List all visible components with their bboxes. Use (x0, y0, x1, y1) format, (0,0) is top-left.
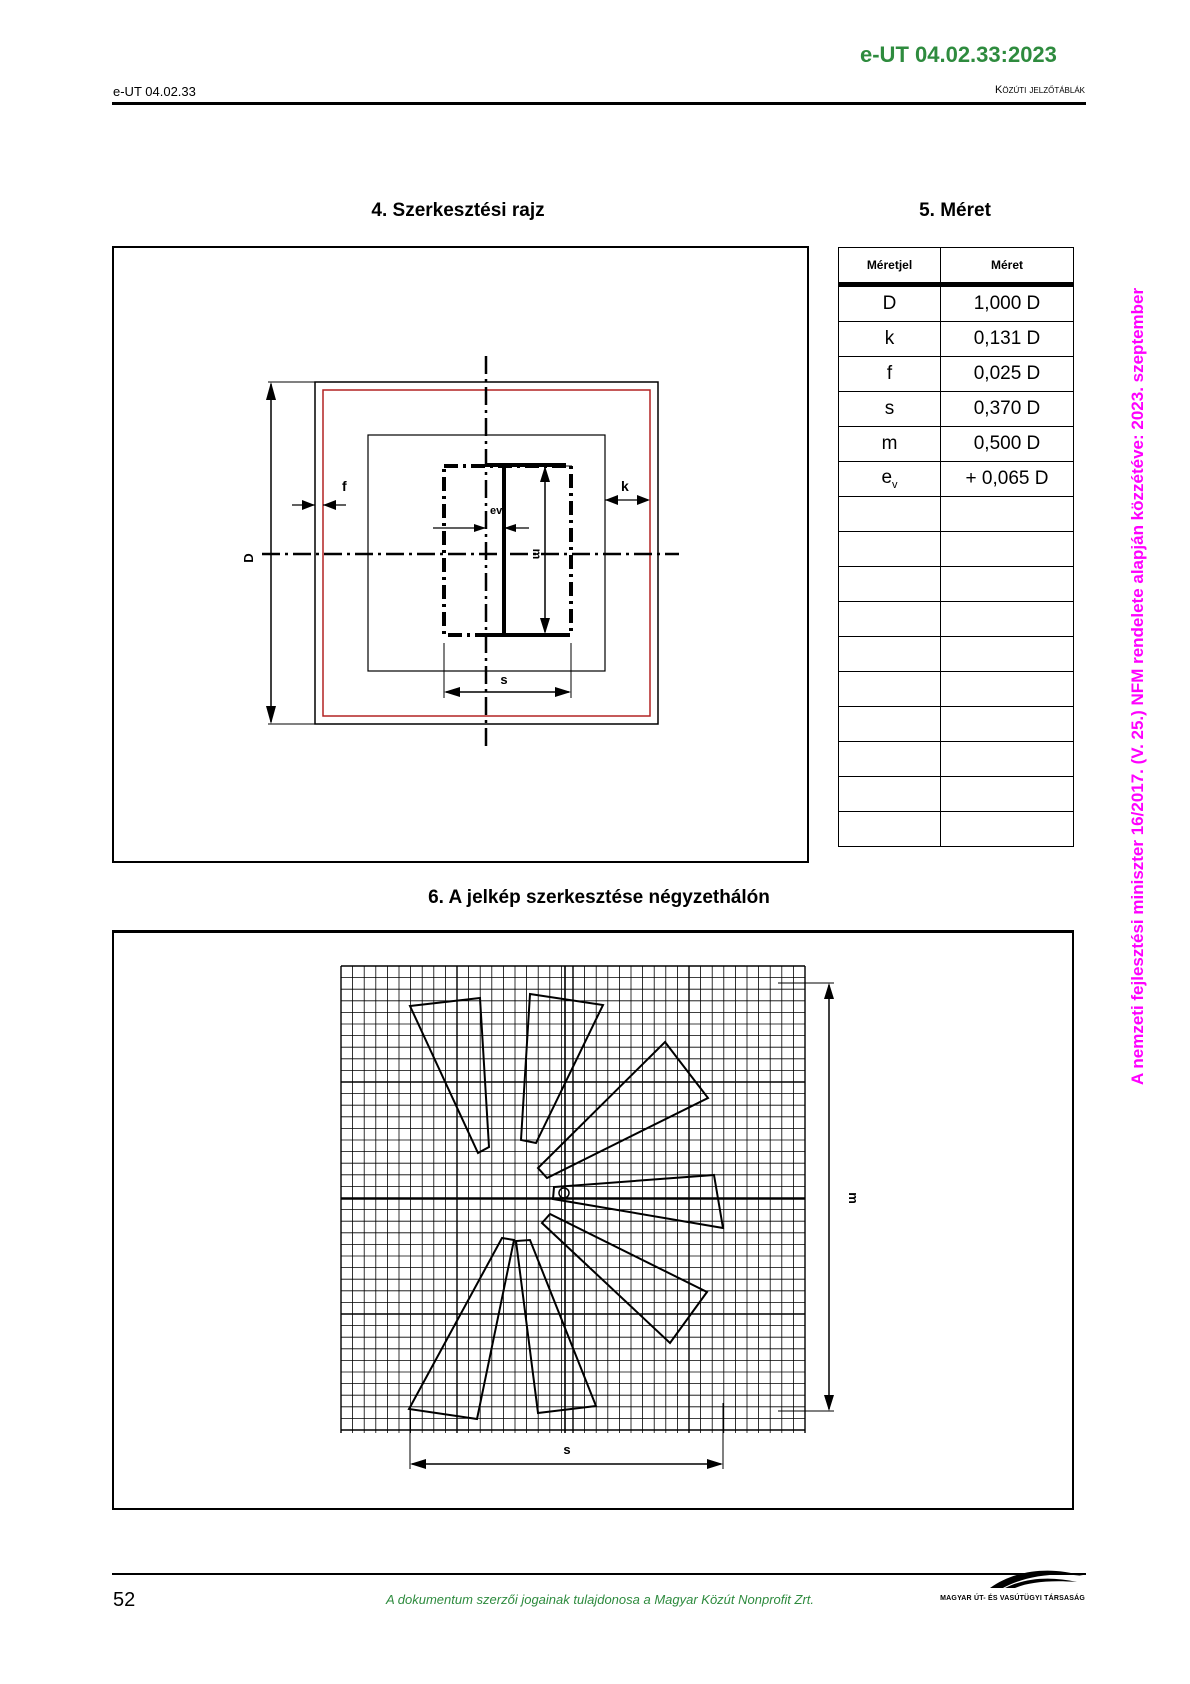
table-row (839, 427, 1074, 462)
dimension-s-label: s (500, 672, 508, 687)
org-logo (985, 1568, 1085, 1595)
grid-dimension-s-label: s (563, 1442, 571, 1457)
table-row-empty (839, 707, 1074, 742)
header-right: Közúti jelzőtáblák (995, 84, 1085, 96)
table-header-size: Méret (941, 248, 1074, 285)
petal-5 (542, 1214, 707, 1343)
size-value: 0,131 D (941, 322, 1074, 357)
publication-note (1128, 165, 1158, 1085)
petal-2 (521, 994, 603, 1143)
symbol-center-mark (559, 1188, 569, 1198)
table-row-empty (839, 567, 1074, 602)
dimension-f-label: f (342, 478, 347, 494)
table-row-empty (839, 637, 1074, 672)
size-value: 0,370 D (941, 392, 1074, 427)
table-row-empty (839, 812, 1074, 847)
table-row-empty (839, 672, 1074, 707)
document-code: e-UT 04.02.33:2023 (860, 42, 1057, 67)
table-header-symbol: Méretjel (839, 248, 941, 285)
symbol-petals (409, 994, 723, 1419)
petal-6 (516, 1240, 596, 1413)
construction-drawing-svg (114, 248, 807, 861)
table-row-empty (839, 602, 1074, 637)
header-rule (112, 102, 1086, 105)
table-row (839, 322, 1074, 357)
grid-construction (112, 930, 1074, 1510)
page-number: 52 (113, 1589, 136, 1611)
table-row-empty (839, 497, 1074, 532)
size-value: 0,500 D (941, 427, 1074, 462)
dimension-k-label: k (621, 478, 629, 494)
size-symbol: D (839, 285, 941, 322)
petal-4 (553, 1175, 723, 1228)
table-row-empty (839, 532, 1074, 567)
size-symbol: $e_v$ (839, 462, 941, 497)
size-value: 0,025 D (941, 357, 1074, 392)
drawing-title: 4. Szerkesztési rajz (371, 200, 545, 221)
org-name: MAGYAR ÚT- ÉS VASÚTÜGYI TÁRSASÁG (940, 1595, 1085, 1602)
petal-7 (409, 1238, 514, 1419)
size-symbol: s (839, 392, 941, 427)
header-left: e-UT 04.02.33 (113, 84, 196, 99)
footer-rule (112, 1573, 1086, 1575)
square-grid (341, 966, 805, 1433)
table-row-empty (839, 742, 1074, 777)
grid-title: 6. A jelkép szerkesztése négyzethálón (428, 887, 770, 908)
copyright-notice: A dokumentum szerzői jogainak tulajdonosa a Magyar Közút Nonprofit Zrt. (385, 1592, 814, 1607)
dimension-ev-label: ev (490, 505, 503, 517)
dimension-m-label: m (530, 548, 544, 560)
table-row (839, 285, 1074, 322)
grid-construction-svg (114, 933, 1072, 1508)
petal-3 (538, 1042, 708, 1178)
symbol-bounding-box (444, 466, 571, 635)
table-row (839, 462, 1074, 497)
size-table (838, 247, 1074, 847)
swoosh-icon (985, 1568, 1085, 1590)
table-row-empty (839, 777, 1074, 812)
size-title: 5. Méret (919, 200, 991, 221)
grid-dimension-m-label: m (846, 1192, 861, 1204)
size-value: 1,000 D (941, 285, 1074, 322)
publication-note-text: A nemzeti fejlesztési miniszter 16/2017. (V. 25.) NFM rendelete alapján közzétéve: 2023. szeptember (1128, 287, 1147, 1085)
size-symbol: k (839, 322, 941, 357)
size-symbol: m (839, 427, 941, 462)
size-value: + 0,065 D (941, 462, 1074, 497)
size-symbol: f (839, 357, 941, 392)
table-row (839, 392, 1074, 427)
dimension-d-label: D (241, 553, 256, 563)
table-row (839, 357, 1074, 392)
construction-drawing (112, 246, 809, 863)
